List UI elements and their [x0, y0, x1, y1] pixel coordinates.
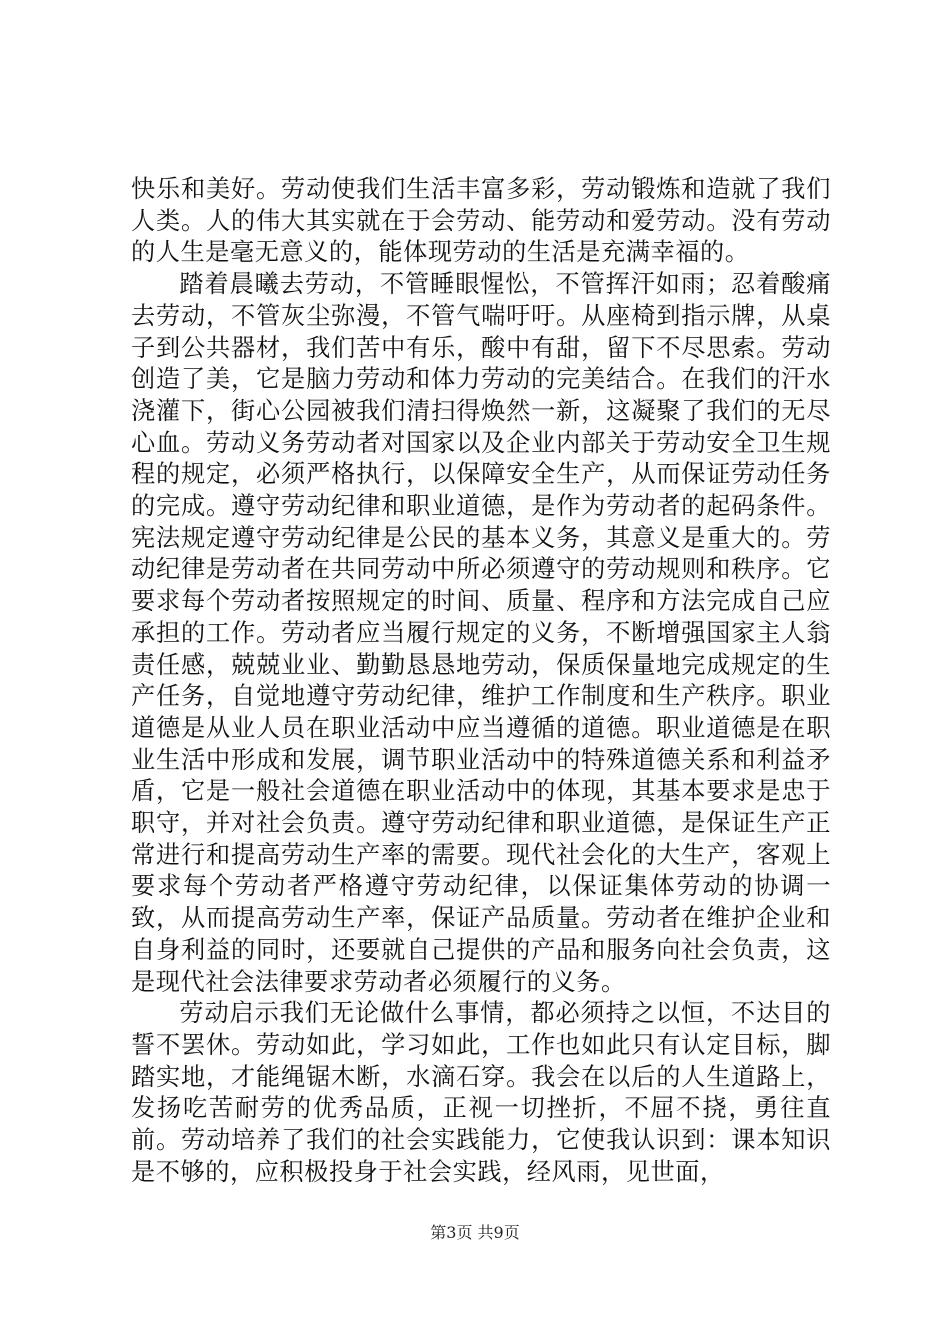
- paragraph-2: 踏着晨曦去劳动，不管睡眼惺忪，不管挥汗如雨；忍着酸痛去劳动，不管灰尘弥漫，不管气喘吁吁。从座椅到指示牌，从桌子到公共器材，我们苦中有乐，酸中有甜，留下不尽思索。劳动创造了美，它是脑力劳动和体力劳动的完美结合。在我们的汗水浇灌下，街心公园被我们清扫得焕然一新，这凝聚了我们的无尽心血。劳动义务劳动者对国家以及企业内部关于劳动安全卫生规程的规定，必须严格执行，以保障安全生产，从而保证劳动任务的完成。遵守劳动纪律和职业道德，是作为劳动者的起码条件。宪法规定遵守劳动纪律是公民的基本义务，其意义是重大的。劳动纪律是劳动者在共同劳动中所必须遵守的劳动规则和秩序。它要求每个劳动者按照规定的时间、质量、程序和方法完成自己应承担的工作。劳动者应当履行规定的义务，不断增强国家主人翁责任感，兢兢业业、勤勤恳恳地劳动，保质保量地完成规定的生产任务，自觉地遵守劳动纪律，维护工作制度和生产秩序。职业道德是从业人员在职业活动中应当遵循的道德。职业道德是在职业生活中形成和发展，调节职业活动中的特殊道德关系和利益矛盾，它是一般社会道德在职业活动中的体现，其基本要求是忠于职守，并对社会负责。遵守劳动纪律和职业道德，是保证生产正常进行和提高劳动生产率的需要。现代社会化的大生产，客观上要求每个劳动者严格遵守劳动纪律，以保证集体劳动的协调一致，从而提高劳动生产率，保证产品质量。劳动者在维护企业和自身利益的同时，还要就自己提供的产品和服务向社会负责，这是现代社会法律要求劳动者必须履行的义务。: [131, 270, 831, 996]
- paragraph-1: 快乐和美好。劳动使我们生活丰富多彩，劳动锻炼和造就了我们人类。人的伟大其实就在于会劳动、能劳动和爱劳动。没有劳动的人生是毫无意义的，能体现劳动的生活是充满幸福的。: [131, 175, 831, 267]
- paragraph-3: 劳动启示我们无论做什么事情，都必须持之以恒，不达目的誓不罢休。劳动如此，学习如此，工作也如此只有认定目标，脚踏实地，才能绳锯木断，水滴石穿。我会在以后的人生道路上，发扬吃苦耐劳的优秀品质，正视一切挫折，不屈不挠，勇往直前。劳动培养了我们的社会实践能力，它使我认识到：课本知识是不够的，应积极投身于社会实践，经风雨，见世面，: [131, 999, 831, 1186]
- page-number-footer: 第3页 共9页: [430, 1223, 520, 1242]
- body-text: [131, 174, 831, 1189]
